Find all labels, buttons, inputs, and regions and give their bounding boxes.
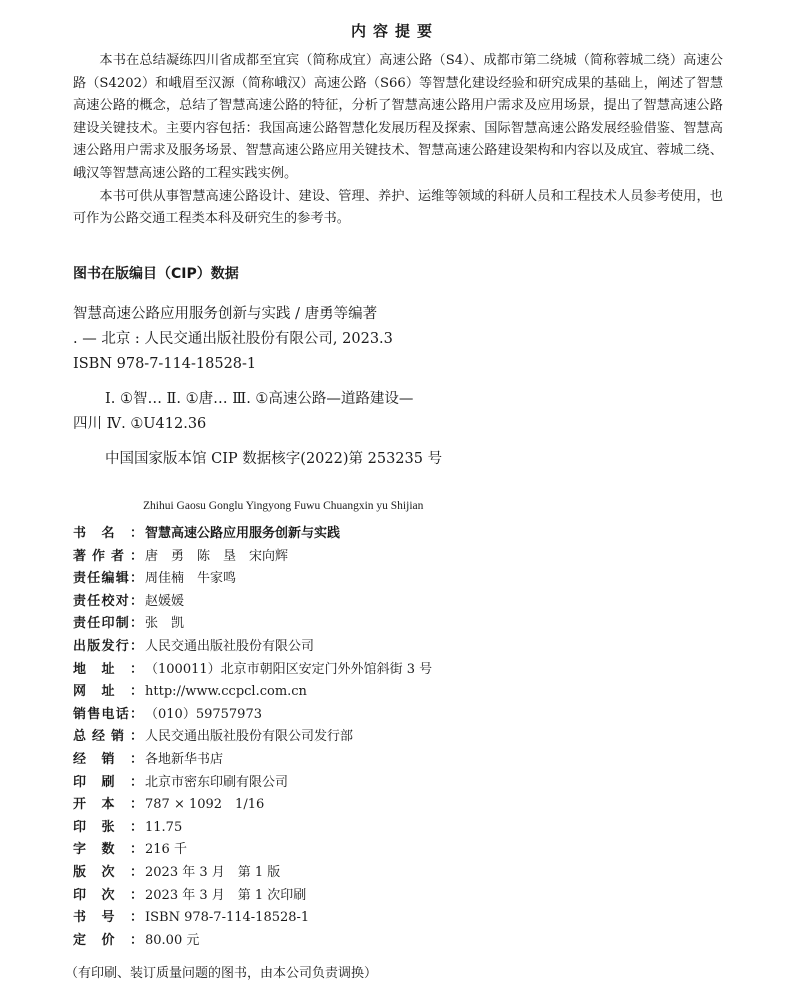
credit-label-char: 号 xyxy=(101,910,115,926)
credit-value: 周佳楠 牛家鸣 xyxy=(145,571,237,587)
credit-label xyxy=(73,613,143,636)
credit-label-char: 责 xyxy=(73,616,87,632)
credit-label xyxy=(73,907,143,930)
credit-label-colon: ： xyxy=(129,910,143,926)
credit-label-char: 任 xyxy=(87,571,101,587)
credit-label xyxy=(73,930,143,953)
credit-row xyxy=(73,523,713,546)
credit-label-char: 经 xyxy=(91,729,105,745)
credit-value: （100011）北京市朝阳区安定门外外馆斜街 3 号 xyxy=(145,661,433,677)
credit-label-char: 开 xyxy=(73,797,87,813)
credit-row xyxy=(73,568,713,591)
credit-row xyxy=(73,839,713,862)
credit-label-colon: ： xyxy=(129,751,143,767)
credit-row xyxy=(73,613,713,636)
credit-label-char: 销 xyxy=(73,706,87,722)
credit-label-char: 刷 xyxy=(101,774,115,790)
credit-label-colon: ： xyxy=(129,887,143,903)
credit-value: 787 × 1092 1/16 xyxy=(145,797,265,813)
credit-value: 北京市密东印刷有限公司 xyxy=(145,774,289,790)
credit-value: 80.00 元 xyxy=(145,932,200,948)
credit-label-colon: ： xyxy=(129,684,143,700)
credit-row xyxy=(73,862,713,885)
credit-value: 各地新华书店 xyxy=(145,751,224,767)
credit-label xyxy=(73,772,143,795)
credit-label-colon: ： xyxy=(129,548,143,564)
credit-row xyxy=(73,704,713,727)
credit-label-char: 数 xyxy=(101,842,115,858)
cip-classification-line: Ⅰ. ①智… Ⅱ. ①唐… Ⅲ. ①高速公路—道路建设— xyxy=(105,391,414,407)
credit-value: 2023 年 3 月 第 1 次印刷 xyxy=(145,887,307,903)
credit-value: 216 千 xyxy=(145,842,187,858)
credit-label xyxy=(73,704,143,727)
credit-label-colon: ： xyxy=(129,638,143,654)
credit-value: 11.75 xyxy=(145,819,183,835)
credit-label-char: 次 xyxy=(101,887,115,903)
credit-label-char: 售 xyxy=(87,706,101,722)
credit-label-char: 版 xyxy=(87,638,101,654)
credit-label-char: 发 xyxy=(101,638,115,654)
credit-label-char: 张 xyxy=(101,819,115,835)
credit-label-colon: ： xyxy=(129,661,143,677)
credit-value: 人民交通出版社股份有限公司发行部 xyxy=(145,729,354,745)
credit-value: 2023 年 3 月 第 1 版 xyxy=(145,864,281,880)
credit-label-char: 址 xyxy=(101,661,115,677)
credit-label xyxy=(73,636,143,659)
credit-label xyxy=(73,794,143,817)
credit-label-char: 销 xyxy=(101,751,115,767)
abstract-body xyxy=(73,50,723,231)
credit-label-char: 经 xyxy=(73,751,87,767)
credit-label-char: 编 xyxy=(101,571,115,587)
credit-row xyxy=(73,930,713,953)
credit-row xyxy=(73,907,713,930)
credit-label xyxy=(73,862,143,885)
credit-label-char: 字 xyxy=(73,842,87,858)
credit-label-colon: ： xyxy=(129,571,143,587)
credit-label-char: 作 xyxy=(91,548,105,564)
credit-value: 赵媛媛 xyxy=(145,593,185,609)
credit-label-char: 址 xyxy=(101,684,115,700)
credit-label-char: 话 xyxy=(115,706,129,722)
credit-label xyxy=(73,523,143,546)
credit-label xyxy=(73,546,143,569)
credit-label xyxy=(73,591,143,614)
credit-value: 人民交通出版社股份有限公司 xyxy=(145,638,315,654)
credit-label-char: 辑 xyxy=(115,571,129,587)
credit-label-char: 行 xyxy=(115,638,129,654)
credit-value: 智慧高速公路应用服务创新与实践 xyxy=(145,526,341,541)
credit-label-char: 任 xyxy=(87,593,101,609)
credit-value: 唐 勇 陈 垦 宋向辉 xyxy=(145,548,289,564)
credit-row xyxy=(73,591,713,614)
credit-label-char: 任 xyxy=(87,616,101,632)
credit-label-char: 名 xyxy=(101,526,115,541)
credit-label-char: 网 xyxy=(73,684,87,700)
credit-label-char: 著 xyxy=(73,548,87,564)
credit-label-colon: ： xyxy=(129,842,143,858)
credit-label-char: 定 xyxy=(73,932,87,948)
credit-row xyxy=(73,772,713,795)
credit-row xyxy=(73,817,713,840)
credit-label xyxy=(73,839,143,862)
credit-label-char: 销 xyxy=(110,729,124,745)
credit-label-char: 对 xyxy=(115,593,129,609)
credits-table xyxy=(73,523,713,952)
credit-label-colon: ： xyxy=(129,526,143,541)
credit-label-char: 责 xyxy=(73,593,87,609)
credit-label-colon: ： xyxy=(129,616,143,632)
credit-value: ISBN 978-7-114-18528-1 xyxy=(145,910,310,926)
credit-label-colon: ： xyxy=(129,729,143,745)
credit-label-colon: ： xyxy=(129,864,143,880)
credit-label-colon: ： xyxy=(129,932,143,948)
credit-value: 张 凯 xyxy=(145,616,185,632)
cip-record xyxy=(73,302,533,472)
credit-row xyxy=(73,681,713,704)
credit-label-char: 制 xyxy=(115,616,129,632)
credit-row xyxy=(73,885,713,908)
credit-row xyxy=(73,726,713,749)
credit-label-colon: ： xyxy=(129,774,143,790)
cip-classification-line-2: 四川 Ⅳ. ①U412.36 xyxy=(73,416,207,432)
credit-label-char: 印 xyxy=(73,887,87,903)
credit-label xyxy=(73,885,143,908)
credit-label xyxy=(73,726,143,749)
credit-label-char: 地 xyxy=(73,661,87,677)
credit-label-char: 者 xyxy=(110,548,124,564)
abstract-title: 内容提要 xyxy=(350,22,439,40)
credit-label-char: 印 xyxy=(101,616,115,632)
credit-label-char: 校 xyxy=(101,593,115,609)
credit-label-char: 版 xyxy=(73,864,87,880)
credit-label-char: 总 xyxy=(73,729,87,745)
cip-isbn-line: ISBN 978-7-114-18528-1 xyxy=(73,356,257,372)
cip-publisher-line: . — 北京 : 人民交通出版社股份有限公司, 2023.3 xyxy=(73,331,393,347)
credit-row xyxy=(73,659,713,682)
credit-label-colon: ： xyxy=(129,593,143,609)
credit-label xyxy=(73,681,143,704)
credit-label-char: 出 xyxy=(73,638,87,654)
credit-label-char: 价 xyxy=(101,932,115,948)
credit-row xyxy=(73,749,713,772)
credit-label xyxy=(73,749,143,772)
credit-label-char: 印 xyxy=(73,774,87,790)
credit-label-colon: ： xyxy=(129,706,143,722)
credit-value: http://www.ccpcl.com.cn xyxy=(145,684,307,700)
abstract-paragraph-2: 本书可供从事智慧高速公路设计、建设、管理、养护、运维等领域的科研人员和工程技术人员参考使用，也可作为公路交通工程类本科及研究生的参考书。 xyxy=(73,188,723,227)
credit-label-colon: ： xyxy=(129,819,143,835)
credit-label xyxy=(73,659,143,682)
credit-label xyxy=(73,817,143,840)
credit-row xyxy=(73,546,713,569)
cip-title-line: 智慧高速公路应用服务创新与实践 / 唐勇等编著 xyxy=(73,306,378,322)
credit-label-char: 印 xyxy=(73,819,87,835)
credit-label-char: 电 xyxy=(101,706,115,722)
credit-label-char: 责 xyxy=(73,571,87,587)
credit-label xyxy=(73,568,143,591)
pinyin-title: Zhihui Gaosu Gonglu Yingyong Fuwu Chuangxin yu Shijian xyxy=(143,500,424,512)
footer-note: （有印刷、装订质量问题的图书，由本公司负责调换） xyxy=(65,966,378,981)
cip-heading: 图书在版编目（CIP）数据 xyxy=(73,266,239,282)
credit-label-colon: ： xyxy=(129,797,143,813)
abstract-paragraph-1: 本书在总结凝练四川省成都至宜宾（简称成宜）高速公路（S4）、成都市第二绕城（简称蓉城二绕）高速公路（S4202）和峨眉至汉源（简称峨汉）高速公路（S66）等智慧化建设经验和研究成果的基础上，阐述了智慧高速公路的概念，总结了智慧高速公路的特征，分析了智慧高速公路用户需求及应用场景，提出了智慧高速公路建设关键技术。主要内容包括：我国高速公路智慧化发展历程及探索、国际智慧高速公路发展经验借鉴、智慧高速公路用户需求及服务场景、智慧高速公路应用关键技术、智慧高速公路建设架构和内容以及成宜、蓉城二绕、峨汉等智慧高速公路的工程实践实例。 xyxy=(73,53,723,181)
credit-row xyxy=(73,636,713,659)
cip-approval-number: 中国国家版本馆 CIP 数据核字(2022)第 253235 号 xyxy=(105,451,443,467)
credit-value: （010）59757973 xyxy=(145,706,262,722)
credit-label-char: 次 xyxy=(101,864,115,880)
credit-label-char: 书 xyxy=(73,526,87,541)
credit-row xyxy=(73,794,713,817)
credit-label-char: 书 xyxy=(73,910,87,926)
credit-label-char: 本 xyxy=(101,797,115,813)
